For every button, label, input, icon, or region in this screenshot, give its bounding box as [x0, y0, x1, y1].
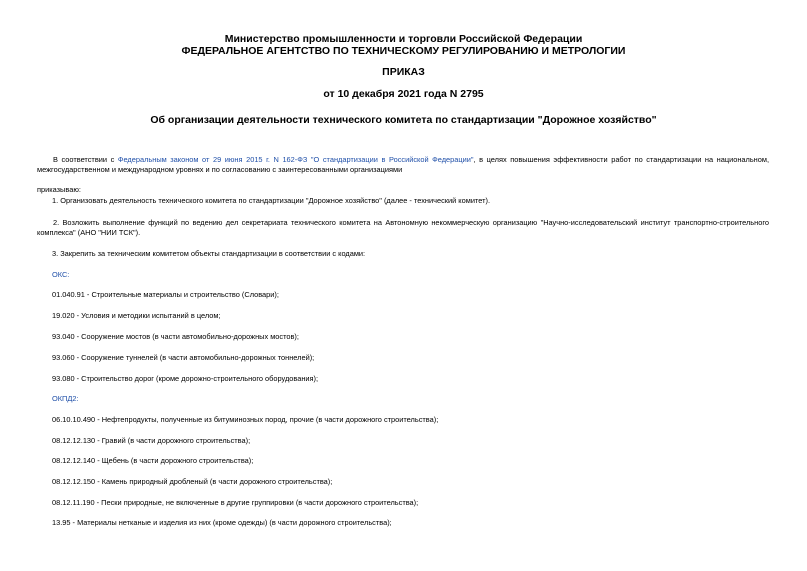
item-1: 1. Организовать деятельность технического комитета по стандартизации "Дорожное хозяйство" (далее - технический комитет).	[52, 196, 491, 205]
oks-label: ОКС:	[52, 270, 70, 279]
item-2: 2. Возложить выполнение функций по ведению дел секретариата технического комитета на Автономную некоммерческую организацию "Научно-исследовательский институт транспортно-строительного комплекса" (АНО "НИИ ТСК").	[37, 218, 769, 237]
ministry-name: Министерство промышленности и торговли Российской Федерации	[224, 33, 583, 45]
preamble-suffix: , в целях повышения эффективности работ по стандартизации на национальном, межгосударственном и международном уровнях и по согласованию с заинтересованными организациями	[37, 155, 770, 174]
list-item: 93.040 - Сооружение мостов (в части автомобильно-дорожных мостов);	[52, 332, 299, 341]
list-item: 08.12.12.140 - Щебень (в части дорожного строительства);	[52, 456, 254, 465]
doc-title: Об организации деятельности технического комитета по стандартизации "Дорожное хозяйство"	[150, 114, 657, 126]
list-item: 93.060 - Сооружение туннелей (в части автомобильно-дорожных тоннелей);	[52, 353, 315, 362]
item-3: 3. Закрепить за техническим комитетом объекты стандартизации в соответствии с кодами:	[52, 249, 366, 258]
list-item: 08.12.12.150 - Камень природный дробленый (в части дорожного строительства);	[52, 477, 333, 486]
list-item: 13.95 - Материалы нетканые и изделия из них (кроме одежды) (в части дорожного строительства);	[52, 518, 392, 527]
doc-date-number: от 10 декабря 2021 года N 2795	[323, 88, 484, 100]
list-item: 08.12.11.190 - Пески природные, не включенные в другие группировки (в части дорожного строительства);	[52, 498, 419, 507]
list-item: 19.020 - Условия и методики испытаний в целом;	[52, 311, 221, 320]
okpd-label: ОКПД2:	[52, 394, 79, 403]
federal-law-link[interactable]: Федеральным законом от 29 июня 2015 г. N 162-ФЗ "О стандартизации в Российской Федерации"	[117, 155, 474, 164]
list-item: 01.040.91 - Строительные материалы и строительство (Словари);	[52, 290, 279, 299]
list-item: 08.12.12.130 - Гравий (в части дорожного строительства);	[52, 436, 251, 445]
agency-name: ФЕДЕРАЛЬНОЕ АГЕНТСТВО ПО ТЕХНИЧЕСКОМУ РЕГУЛИРОВАНИЮ И МЕТРОЛОГИИ	[181, 45, 626, 57]
doc-type: ПРИКАЗ	[382, 66, 425, 78]
preamble-prefix: В соответствии с	[53, 155, 118, 164]
list-item: 06.10.10.490 - Нефтепродукты, полученные из битуминозных пород, прочие (в части дорожного строительства);	[52, 415, 439, 424]
preamble	[37, 155, 769, 175]
order-word: приказываю:	[37, 185, 81, 194]
list-item: 93.080 - Строительство дорог (кроме дорожно-строительного оборудования);	[52, 374, 319, 383]
